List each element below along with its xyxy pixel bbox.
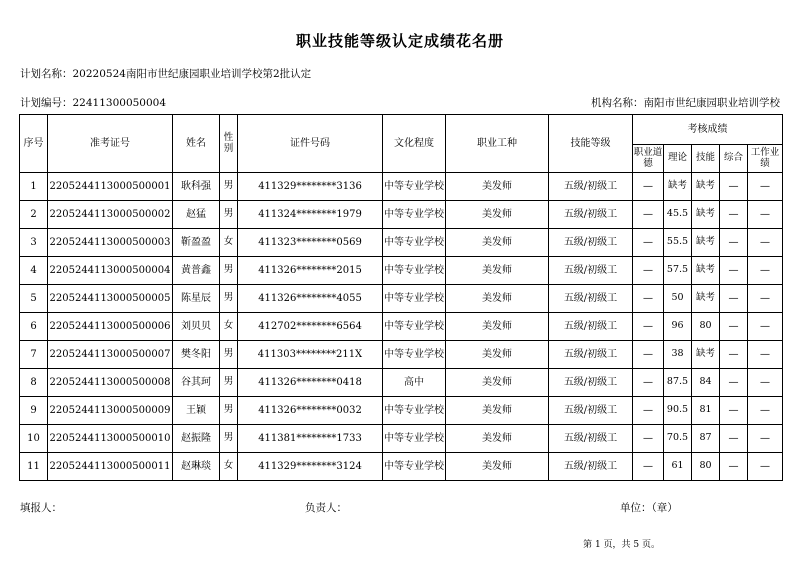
cell-name: 黄普鑫: [173, 257, 220, 285]
cell-exam-no: 2205244113000500008: [48, 369, 173, 397]
cell-ethics: —: [633, 425, 664, 453]
cell-theory: 50: [664, 285, 692, 313]
cell-name: 王颖: [173, 397, 220, 425]
table-row: [20, 173, 783, 201]
plan-name: 计划名称：20220524南阳市世纪康园职业培训学校第2批认定: [20, 68, 312, 80]
cell-name: 赵琳琰: [173, 453, 220, 481]
cell-theory: 45.5: [664, 201, 692, 229]
table-row: [20, 341, 783, 369]
cell-overall: —: [720, 173, 748, 201]
cell-overall: —: [720, 341, 748, 369]
header-occupation: 职业工种: [446, 115, 549, 173]
cell-exam-no: 2205244113000500001: [48, 173, 173, 201]
header-exam-no: 准考证号: [48, 115, 173, 173]
table-row: [20, 369, 783, 397]
header-work: 工作业绩: [748, 145, 783, 173]
cell-id-no: 411329********3124: [238, 453, 383, 481]
cell-education: 高中: [383, 369, 446, 397]
cell-exam-no: 2205244113000500004: [48, 257, 173, 285]
cell-ethics: —: [633, 257, 664, 285]
cell-gender: 女: [220, 313, 238, 341]
cell-seq: 5: [20, 285, 48, 313]
cell-overall: —: [720, 313, 748, 341]
cell-skill: 87: [692, 425, 720, 453]
cell-skill: 缺考: [692, 285, 720, 313]
cell-seq: 9: [20, 397, 48, 425]
cell-seq: 2: [20, 201, 48, 229]
cell-education: 中等专业学校: [383, 313, 446, 341]
cell-overall: —: [720, 369, 748, 397]
cell-name: 赵振隆: [173, 425, 220, 453]
cell-name: 樊冬阳: [173, 341, 220, 369]
cell-education: 中等专业学校: [383, 425, 446, 453]
cell-work: —: [748, 285, 783, 313]
cell-occupation: 美发师: [446, 341, 549, 369]
cell-gender: 男: [220, 397, 238, 425]
table-row: [20, 257, 783, 285]
cell-level: 五级/初级工: [549, 397, 633, 425]
cell-overall: —: [720, 453, 748, 481]
responsible-label: 负责人：: [305, 502, 347, 514]
cell-theory: 70.5: [664, 425, 692, 453]
cell-work: —: [748, 425, 783, 453]
cell-gender: 男: [220, 173, 238, 201]
cell-seq: 1: [20, 173, 48, 201]
cell-name: 靳盈盈: [173, 229, 220, 257]
cell-exam-no: 2205244113000500009: [48, 397, 173, 425]
cell-theory: 90.5: [664, 397, 692, 425]
cell-name: 赵猛: [173, 201, 220, 229]
cell-theory: 96: [664, 313, 692, 341]
plan-number: 计划编号：22411300050004: [20, 97, 167, 109]
cell-overall: —: [720, 425, 748, 453]
cell-occupation: 美发师: [446, 369, 549, 397]
cell-seq: 11: [20, 453, 48, 481]
cell-overall: —: [720, 201, 748, 229]
cell-seq: 4: [20, 257, 48, 285]
cell-work: —: [748, 201, 783, 229]
cell-occupation: 美发师: [446, 313, 549, 341]
cell-education: 中等专业学校: [383, 341, 446, 369]
cell-id-no: 411326********4055: [238, 285, 383, 313]
table-row: [20, 453, 783, 481]
filler-label: 填报人：: [20, 502, 62, 514]
cell-exam-no: 2205244113000500002: [48, 201, 173, 229]
cell-level: 五级/初级工: [549, 201, 633, 229]
cell-skill: 80: [692, 453, 720, 481]
header-id-no: 证件号码: [238, 115, 383, 173]
cell-theory: 57.5: [664, 257, 692, 285]
cell-theory: 缺考: [664, 173, 692, 201]
cell-id-no: 411323********0569: [238, 229, 383, 257]
cell-skill: 缺考: [692, 201, 720, 229]
cell-overall: —: [720, 397, 748, 425]
cell-level: 五级/初级工: [549, 229, 633, 257]
cell-occupation: 美发师: [446, 257, 549, 285]
cell-skill: 缺考: [692, 229, 720, 257]
cell-id-no: 412702********6564: [238, 313, 383, 341]
cell-id-no: 411329********3136: [238, 173, 383, 201]
organization-name: 机构名称：南阳市世纪康园职业培训学校: [591, 97, 780, 109]
header-ethics: 职业道德: [633, 145, 664, 173]
cell-occupation: 美发师: [446, 285, 549, 313]
cell-education: 中等专业学校: [383, 229, 446, 257]
cell-gender: 男: [220, 257, 238, 285]
header-education: 文化程度: [383, 115, 446, 173]
header-gender: 性别: [220, 115, 238, 173]
header-skill: 技能: [692, 145, 720, 173]
cell-ethics: —: [633, 173, 664, 201]
cell-occupation: 美发师: [446, 453, 549, 481]
cell-skill: 缺考: [692, 173, 720, 201]
cell-gender: 男: [220, 369, 238, 397]
cell-ethics: —: [633, 397, 664, 425]
cell-skill: 80: [692, 313, 720, 341]
page-number: 第 1 页，共 5 页。: [583, 540, 660, 550]
cell-ethics: —: [633, 285, 664, 313]
cell-work: —: [748, 341, 783, 369]
table-row: [20, 313, 783, 341]
header-theory: 理论: [664, 145, 692, 173]
cell-name: 刘贝贝: [173, 313, 220, 341]
document-title: 职业技能等级认定成绩花名册: [295, 32, 504, 50]
cell-theory: 55.5: [664, 229, 692, 257]
cell-education: 中等专业学校: [383, 397, 446, 425]
cell-gender: 男: [220, 285, 238, 313]
cell-seq: 3: [20, 229, 48, 257]
cell-skill: 缺考: [692, 257, 720, 285]
cell-work: —: [748, 369, 783, 397]
cell-overall: —: [720, 229, 748, 257]
cell-education: 中等专业学校: [383, 285, 446, 313]
cell-level: 五级/初级工: [549, 173, 633, 201]
cell-id-no: 411303********211X: [238, 341, 383, 369]
cell-level: 五级/初级工: [549, 425, 633, 453]
cell-name: 耿科强: [173, 173, 220, 201]
cell-ethics: —: [633, 313, 664, 341]
cell-id-no: 411381********1733: [238, 425, 383, 453]
table-row: [20, 285, 783, 313]
cell-seq: 6: [20, 313, 48, 341]
cell-occupation: 美发师: [446, 229, 549, 257]
cell-skill: 缺考: [692, 341, 720, 369]
cell-ethics: —: [633, 341, 664, 369]
cell-exam-no: 2205244113000500003: [48, 229, 173, 257]
cell-exam-no: 2205244113000500007: [48, 341, 173, 369]
table-row: [20, 201, 783, 229]
cell-overall: —: [720, 285, 748, 313]
cell-occupation: 美发师: [446, 425, 549, 453]
header-row: [20, 115, 783, 145]
cell-education: 中等专业学校: [383, 173, 446, 201]
cell-education: 中等专业学校: [383, 201, 446, 229]
cell-exam-no: 2205244113000500005: [48, 285, 173, 313]
cell-ethics: —: [633, 453, 664, 481]
cell-gender: 女: [220, 229, 238, 257]
cell-theory: 87.5: [664, 369, 692, 397]
cell-exam-no: 2205244113000500006: [48, 313, 173, 341]
cell-theory: 61: [664, 453, 692, 481]
header-level: 技能等级: [549, 115, 633, 173]
cell-name: 谷其珂: [173, 369, 220, 397]
cell-gender: 男: [220, 425, 238, 453]
header-name: 姓名: [173, 115, 220, 173]
cell-id-no: 411324********1979: [238, 201, 383, 229]
cell-ethics: —: [633, 201, 664, 229]
cell-education: 中等专业学校: [383, 257, 446, 285]
cell-gender: 男: [220, 341, 238, 369]
cell-level: 五级/初级工: [549, 453, 633, 481]
cell-ethics: —: [633, 229, 664, 257]
cell-id-no: 411326********0418: [238, 369, 383, 397]
cell-work: —: [748, 229, 783, 257]
score-roster-table: [19, 114, 783, 481]
cell-work: —: [748, 453, 783, 481]
table-row: [20, 397, 783, 425]
cell-work: —: [748, 173, 783, 201]
table-row: [20, 229, 783, 257]
unit-stamp-label: 单位：（章）: [620, 502, 678, 514]
cell-gender: 女: [220, 453, 238, 481]
cell-occupation: 美发师: [446, 397, 549, 425]
cell-occupation: 美发师: [446, 201, 549, 229]
cell-exam-no: 2205244113000500010: [48, 425, 173, 453]
cell-exam-no: 2205244113000500011: [48, 453, 173, 481]
cell-skill: 81: [692, 397, 720, 425]
cell-level: 五级/初级工: [549, 257, 633, 285]
header-seq: 序号: [20, 115, 48, 173]
header-overall: 综合: [720, 145, 748, 173]
cell-id-no: 411326********2015: [238, 257, 383, 285]
cell-ethics: —: [633, 369, 664, 397]
cell-theory: 38: [664, 341, 692, 369]
cell-education: 中等专业学校: [383, 453, 446, 481]
cell-skill: 84: [692, 369, 720, 397]
cell-work: —: [748, 313, 783, 341]
cell-id-no: 411326********0032: [238, 397, 383, 425]
cell-level: 五级/初级工: [549, 313, 633, 341]
cell-level: 五级/初级工: [549, 285, 633, 313]
table-row: [20, 425, 783, 453]
cell-seq: 10: [20, 425, 48, 453]
cell-gender: 男: [220, 201, 238, 229]
cell-work: —: [748, 257, 783, 285]
cell-overall: —: [720, 257, 748, 285]
cell-work: —: [748, 397, 783, 425]
cell-seq: 7: [20, 341, 48, 369]
cell-level: 五级/初级工: [549, 341, 633, 369]
cell-occupation: 美发师: [446, 173, 549, 201]
cell-seq: 8: [20, 369, 48, 397]
cell-name: 陈星辰: [173, 285, 220, 313]
header-scores: 考核成绩: [633, 115, 783, 145]
cell-level: 五级/初级工: [549, 369, 633, 397]
